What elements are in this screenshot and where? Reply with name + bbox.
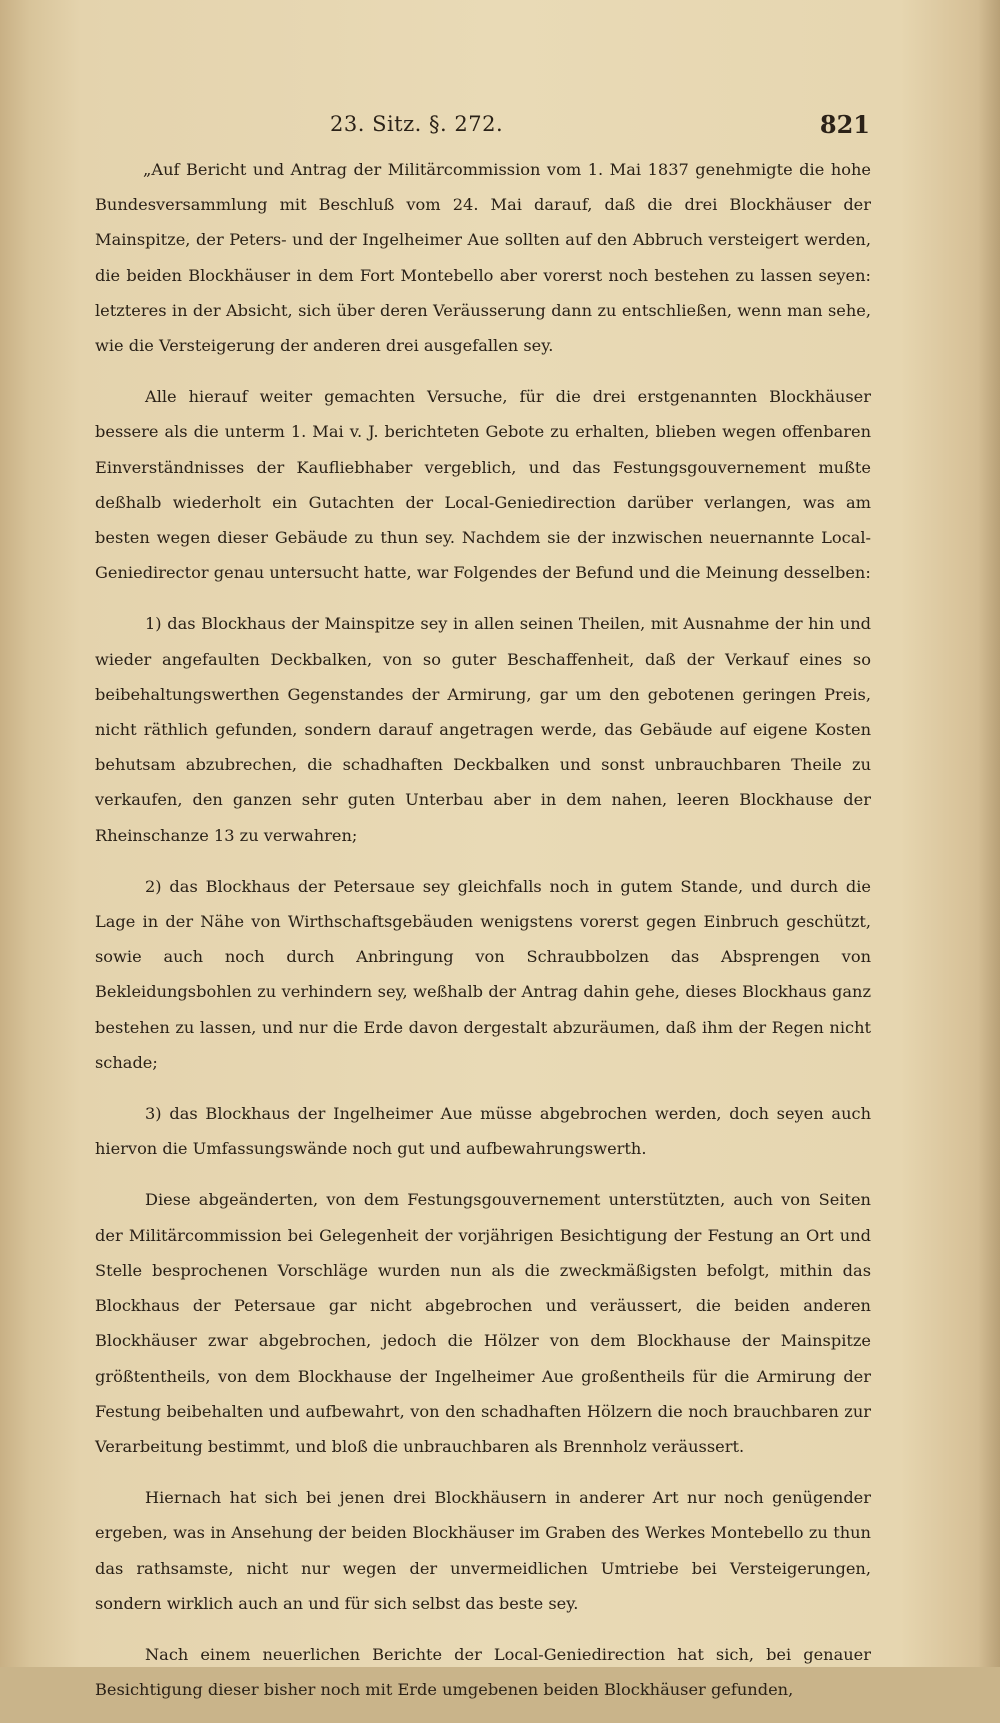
body-text [95, 152, 871, 1723]
page-header [100, 110, 870, 150]
paragraph: „Auf Bericht und Antrag der Militärcommission vom 1. Mai 1837 genehmigte die hohe Bundesversammlung mit Beschluß vom 24. Mai darauf, daß die drei Blockhäuser der Mainspitze, der Peters- und der Ingelheimer Aue sollten auf den Abbruch versteigert werden, die beiden Blockhäuser in dem Fort Montebello aber vorerst noch bestehen zu lassen seyen: letzteres in der Absicht, sich über deren Veräusserung dann zu entschließen, wenn man sehe, wie die Versteigerung der anderen drei ausgefallen sey. [95, 160, 871, 356]
page-number: 821 [819, 110, 870, 139]
page-edge-shadow [978, 0, 1000, 1667]
paragraph: Diese abgeänderten, von dem Festungsgouvernement unterstützten, auch von Seiten der Militärcommission bei Gelegenheit der vorjährigen Besichtigung der Festung an Ort und Stelle besprochenen Vorschläge wurden nun als die zweckmäßigsten befolgt, mithin das Blockhaus der Petersaue gar nicht abgebrochen und veräussert, die beiden anderen Blockhäuser zwar abgebrochen, jedoch die Hölzer von dem Blockhause der Mainspitze größtentheils, von dem Blockhause der Ingelheimer Aue großentheils für die Armirung der Festung beibehalten und aufbewahrt, von den schadhaften Hölzern die noch brauchbaren zur Verarbeitung bestimmt, und bloß die unbrauchbaren als Brennholz veräussert. [95, 1190, 871, 1456]
list-item-paragraph: 1) das Blockhaus der Mainspitze sey in allen seinen Theilen, mit Ausnahme der hin und wieder angefaulten Deckbalken, von so guter Beschaffenheit, daß der Verkauf eines so beibehaltungswerthen Gegenstandes der Armirung, gar um den gebotenen geringen Preis, nicht räthlich gefunden, sondern darauf angetragen werde, das Gebäude auf eigene Kosten behutsam abzubrechen, die schadhaften Deckbalken und sonst unbrauchbaren Theile zu verkaufen, den ganzen sehr guten Unterbau aber in dem nahen, leeren Blockhause der Rheinschanze 13 zu verwahren; [95, 614, 871, 845]
paragraph: Nach einem neuerlichen Berichte der Local-Geniedirection hat sich, bei genauer Besichtigung dieser bisher noch mit Erde umgebenen beiden Blockhäuser gefunden, [95, 1644, 871, 1700]
list-item-paragraph: 3) das Blockhaus der Ingelheimer Aue müsse abgebrochen werden, doch seyen auch hiervon die Umfassungswände noch gut und aufbewahrungswerth. [95, 1104, 871, 1159]
paragraph: Alle hierauf weiter gemachten Versuche, für die drei erstgenannten Blockhäuser bessere als die unterm 1. Mai v. J. berichteten Gebote zu erhalten, blieben wegen offenbaren Einverständnisses der Kaufliebhaber vergeblich, und das Festungsgouvernement mußte deßhalb wiederholt ein Gutachten der Local-Geniedirection darüber verlangen, was am besten wegen dieser Gebäude zu thun sey. Nachdem sie der inzwischen neuernannte Local-Geniedirector genau untersucht hatte, war Folgendes der Befund und die Meinung desselben: [95, 387, 871, 583]
running-head: 23. Sitz. §. 272. [330, 112, 504, 136]
list-item-paragraph: 2) das Blockhaus der Petersaue sey gleichfalls noch in gutem Stande, und durch die Lage in der Nähe von Wirthschaftsgebäuden wenigstens vorerst gegen Einbruch geschützt, sowie auch noch durch Anbringung von Schraubbolzen das Absprengen von Bekleidungsbohlen zu verhindern sey, weßhalb der Antrag dahin gehe, dieses Blockhaus ganz bestehen zu lassen, und nur die Erde davon dergestalt abzuräumen, daß ihm der Regen nicht schade; [95, 876, 871, 1072]
paragraph: Hiernach hat sich bei jenen drei Blockhäusern in anderer Art nur noch genügender ergeben, was in Ansehung der beiden Blockhäuser im Graben des Werkes Montebello zu thun das rathsamste, nicht nur wegen der unvermeidlichen Umtriebe bei Versteigerungen, sondern wirklich auch an und für sich selbst das beste sey. [95, 1488, 871, 1613]
